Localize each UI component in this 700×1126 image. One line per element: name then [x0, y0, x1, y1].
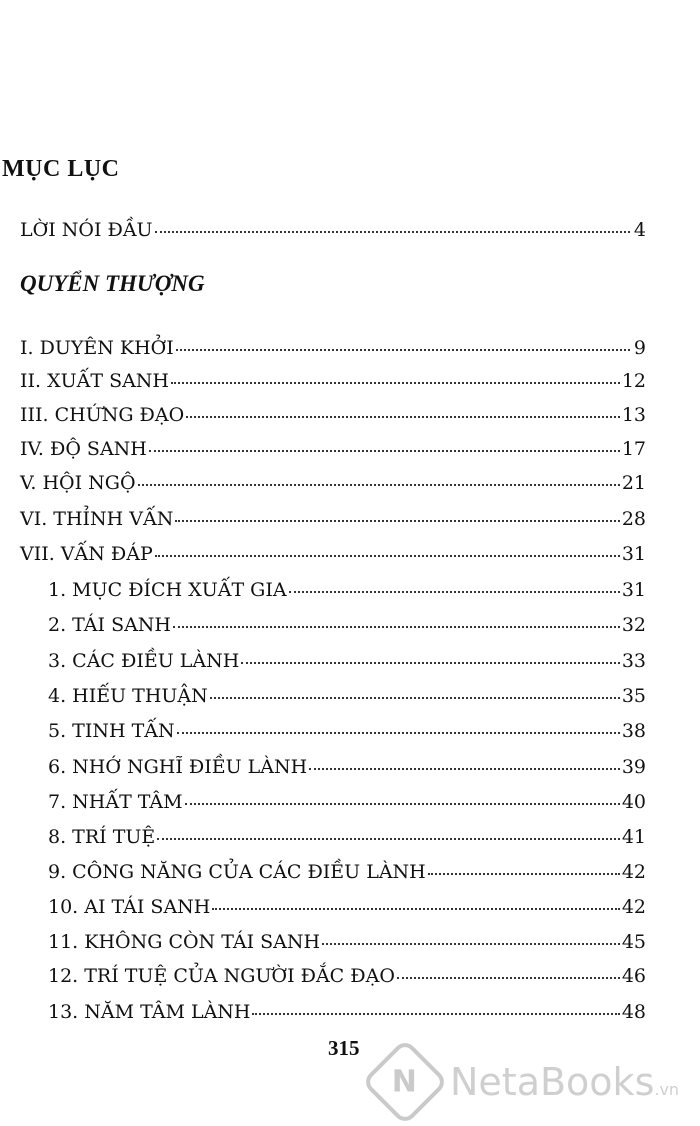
- toc-entry-label: 13. NĂM TÂM LÀNH: [48, 1001, 251, 1023]
- toc-entry-page: 32: [621, 614, 646, 636]
- toc-entry-page: 17: [621, 438, 646, 460]
- toc-entry-subsection: [48, 860, 646, 884]
- toc-entry-page: 40: [621, 791, 646, 813]
- dot-leader: [155, 231, 630, 233]
- toc-entry-label: III. CHỨNG ĐẠO: [20, 404, 185, 426]
- toc-entry-subsection: [48, 613, 646, 637]
- page-title: MỤC LỤC: [2, 156, 120, 182]
- toc-entry-label: V. HỘI NGỘ: [20, 472, 136, 494]
- toc-entry-label: 7. NHẤT TÂM: [48, 791, 183, 813]
- toc-entry-page: 4: [633, 219, 646, 241]
- toc-entry-page: 35: [621, 685, 646, 707]
- toc-entry-label: VII. VẤN ĐÁP: [20, 543, 153, 565]
- logo-letter: N: [392, 1064, 418, 1100]
- toc-entry-subsection: [48, 895, 646, 919]
- toc-entry-label: VI. THỈNH VẤN: [20, 508, 174, 530]
- dot-leader: [289, 591, 620, 593]
- toc-entry-subsection: [48, 790, 646, 814]
- toc-entry-page: 33: [621, 650, 646, 672]
- toc-entry-subsection: [48, 930, 646, 954]
- toc-entry-page: 31: [621, 579, 646, 601]
- dot-leader: [157, 838, 620, 840]
- toc-entry-page: 38: [621, 720, 646, 742]
- toc-entry-page: 21: [621, 472, 646, 494]
- dot-leader: [397, 977, 620, 979]
- watermark-suffix: .vn: [654, 1080, 680, 1099]
- watermark-text: [450, 1060, 679, 1104]
- toc-entry-page: 28: [621, 508, 646, 530]
- toc-entry-label: 8. TRÍ TUỆ: [48, 826, 156, 848]
- watermark-brand: NetaBooks: [450, 1060, 655, 1104]
- dot-leader: [212, 908, 619, 910]
- toc-entry-label: 4. HIẾU THUẬN: [48, 685, 208, 707]
- toc-entry-subsection: [48, 1000, 646, 1024]
- toc-entry-chapter: [20, 507, 646, 531]
- toc-entry-label: 6. NHỚ NGHĨ ĐIỀU LÀNH: [48, 756, 308, 778]
- toc-entry-page: 9: [633, 337, 646, 359]
- page-number: 315: [328, 1036, 360, 1060]
- toc-entry-chapter: [20, 542, 646, 566]
- dot-leader: [173, 626, 620, 628]
- dot-leader: [241, 662, 620, 664]
- toc-entry-label: 11. KHÔNG CÒN TÁI SANH: [48, 931, 321, 953]
- toc-entry-chapter: [20, 437, 646, 461]
- dot-leader: [252, 1013, 619, 1015]
- section-title: QUYỂN THƯỢNG: [20, 271, 205, 296]
- toc-entry-subsection: [48, 684, 646, 708]
- toc-entry-subsection: [48, 719, 646, 743]
- dot-leader: [149, 450, 620, 452]
- toc-entry-page: 46: [621, 965, 646, 987]
- toc-entry-label: LỜI NÓI ĐẦU: [20, 219, 153, 241]
- toc-entry-intro: [20, 218, 646, 242]
- toc-entry-label: I. DUYÊN KHỞI: [20, 337, 174, 359]
- toc-entry-label: 1. MỤC ĐÍCH XUẤT GIA: [48, 579, 287, 601]
- toc-entry-subsection: [48, 649, 646, 673]
- toc-entry-chapter: [20, 336, 646, 360]
- toc-entry-subsection: [48, 964, 646, 988]
- dot-leader: [185, 803, 620, 805]
- toc-entry-label: 10. AI TÁI SANH: [48, 896, 211, 918]
- toc-entry-label: 9. CÔNG NĂNG CỦA CÁC ĐIỀU LÀNH: [48, 861, 426, 883]
- dot-leader: [309, 768, 620, 770]
- toc-entry-label: IV. ĐỘ SANH: [20, 438, 147, 460]
- dot-leader: [186, 416, 620, 418]
- toc-entry-page: 31: [621, 543, 646, 565]
- toc-entry-subsection: [48, 578, 646, 602]
- toc-entry-chapter: [20, 369, 646, 393]
- toc-entry-subsection: [48, 755, 646, 779]
- dot-leader: [177, 732, 620, 734]
- toc-entry-label: 12. TRÍ TUỆ CỦA NGƯỜI ĐẮC ĐẠO: [48, 965, 395, 987]
- toc-entry-page: 41: [621, 826, 646, 848]
- dot-leader: [138, 484, 620, 486]
- toc-entry-page: 12: [621, 370, 646, 392]
- dot-leader: [176, 349, 630, 351]
- dot-leader: [210, 697, 620, 699]
- toc-entry-label: 2. TÁI SANH: [48, 614, 171, 636]
- toc-entry-page: 39: [621, 756, 646, 778]
- dot-leader: [175, 520, 619, 522]
- toc-entry-page: 45: [621, 931, 646, 953]
- dot-leader: [322, 943, 620, 945]
- toc-entry-label: II. XUẤT SANH: [20, 370, 169, 392]
- toc-entry-page: 42: [621, 861, 646, 883]
- toc-entry-label: 5. TINH TẤN: [48, 720, 175, 742]
- toc-entry-page: 48: [621, 1001, 646, 1023]
- toc-entry-subsection: [48, 825, 646, 849]
- toc-entry-chapter: [20, 403, 646, 427]
- toc-entry-page: 42: [621, 896, 646, 918]
- toc-entry-page: 13: [621, 404, 646, 426]
- dot-leader: [155, 555, 620, 557]
- brand-logo-icon: [361, 1038, 449, 1126]
- watermark: [368, 1046, 693, 1118]
- dot-leader: [428, 873, 620, 875]
- toc-entry-label: 3. CÁC ĐIỀU LÀNH: [48, 650, 240, 672]
- toc-entry-chapter: [20, 471, 646, 495]
- dot-leader: [171, 382, 620, 384]
